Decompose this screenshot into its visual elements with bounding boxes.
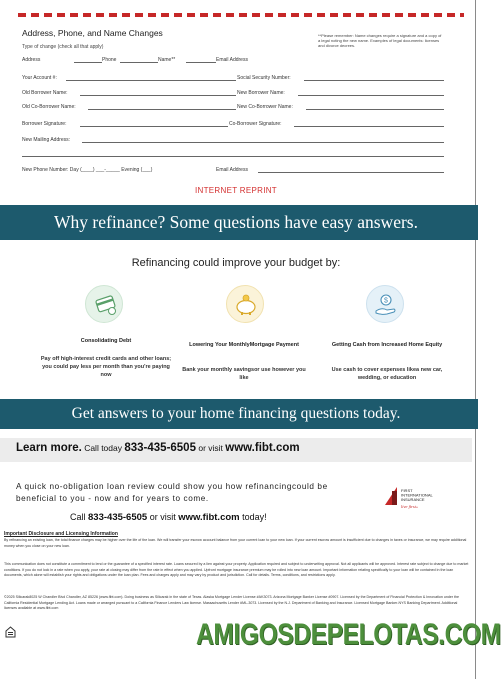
credit-card-icon (85, 285, 123, 323)
checkbox-phone-line[interactable] (120, 62, 158, 63)
new-phone-label: New Phone Number: Day (____) ___-_____ Evening (___) (22, 167, 153, 173)
disclosure-paragraph-3: ©2025 Silicarak8025 W Chandler Blvd Chandler, AZ 85226 (www.fibt.com). Doing business as Silicarak in the state of Texas. Alaska Mortgage Lender License #AK3073. Arizona Mortgage Banker License #0907. Licensed by the Department of Financial Protection & Innovation under the California Residential Mortgage Lending Act. Loans made or arranged pursuant to a California Finance Lenders Law license. Massachusetts Lender #ML-3073. Licensed by the N.J. Department of Banking and Insurance. Licensed Mortgage Banker-NYS Banking Department. Additional licenses available at www.fibt.com (4, 595, 460, 611)
learn-phone-link[interactable]: 833-435-6505 (124, 442, 196, 454)
new-borrower-input[interactable] (298, 95, 444, 96)
piggy-bank-icon (226, 285, 264, 323)
form-note: **Please remember: Name changes require a signature and a copy of a legal noting the new name. Examples of legal documents: licenses and divorce decrees. (318, 33, 442, 48)
learn-url-link[interactable]: www.fibt.com (225, 442, 300, 454)
ssn-input[interactable] (304, 80, 444, 81)
call-url-link[interactable]: www.fibt.com (178, 512, 240, 523)
top-dashed-border (18, 13, 464, 17)
why-refinance-banner: Why refinance? Some questions have easy answers. (0, 205, 472, 240)
new-co-borrower-label: New Co-Borrower Name: (237, 104, 293, 110)
first-international-logo (383, 485, 433, 513)
old-borrower-input[interactable] (80, 95, 236, 96)
cash-hand-icon (366, 285, 404, 323)
mailing-address-label: New Mailing Address: (22, 137, 71, 143)
svg-text:$: $ (384, 297, 388, 305)
new-email-label: Email Address (216, 167, 248, 173)
borrower-signature-input[interactable] (80, 126, 228, 127)
old-co-borrower-input[interactable] (88, 109, 236, 110)
amigosdepelotas-watermark: AMIGOSDEPELOTAS.COM (196, 618, 501, 651)
old-co-borrower-label: Old Co-Borrower Name: (22, 104, 76, 110)
learn-more-bold: Learn more. (16, 442, 82, 454)
learn-call-text: Call today (81, 443, 125, 453)
mailing-address-input-line2[interactable] (22, 156, 444, 157)
new-email-input[interactable] (258, 172, 444, 173)
checkbox-name-line[interactable] (186, 62, 216, 63)
lowering-payment-body: Bank your monthly savingsor use however you like (182, 367, 306, 381)
account-input[interactable] (66, 80, 236, 81)
consolidating-debt-body: Pay off high-interest credit cards and other loans; you could pay less per month than you're paying now (40, 356, 172, 378)
account-label: Your Account #: (22, 75, 57, 81)
checkbox-name-label[interactable]: Name** (158, 57, 176, 63)
checkbox-address-label[interactable]: Address (22, 57, 41, 63)
page-edge-line (475, 0, 476, 679)
form-subtitle: Type of change (check all that apply) (22, 44, 104, 50)
checkbox-email-label[interactable]: Email Address (216, 57, 248, 63)
call-phone-link[interactable]: 833-435-6505 (88, 512, 148, 523)
co-borrower-signature-input[interactable] (294, 126, 444, 127)
logo-line2: INTERNATIONAL (401, 492, 433, 498)
new-co-borrower-input[interactable] (306, 109, 444, 110)
banner-side-block (472, 205, 478, 240)
home-equity-body: Use cash to cover expenses likea new car, wedding, or education (331, 367, 443, 381)
internet-reprint: INTERNET REPRINT (195, 186, 277, 195)
logo-line1: FIRST (401, 488, 413, 493)
new-borrower-label: New Borrower Name: (237, 90, 285, 96)
learn-visit-text: or visit (195, 443, 226, 453)
call-line (70, 512, 267, 523)
ssn-label: Social Security Number: (237, 75, 291, 81)
disclosure-paragraph-1: By refinancing an existing loan, the total finance charges may be higher over the life of the loan. We will transfer your escrow account balance from your current loan to your new loan. If your current escrow amount is insufficient due to changes in taxes or insurance, we may require additional money when you close on your new loan. (4, 538, 467, 548)
banner2-side-block (472, 399, 478, 429)
logo-tagline: live first» (401, 504, 419, 509)
learn-more-text (16, 442, 300, 454)
equal-housing-lender-icon (5, 625, 16, 637)
call-text: Call (70, 512, 89, 522)
checkbox-address-line[interactable] (74, 62, 102, 63)
budget-heading: Refinancing could improve your budget by: (131, 257, 341, 269)
mailing-address-input[interactable] (82, 142, 444, 143)
get-answers-banner: Get answers to your home financing questions today. (0, 399, 472, 429)
lowering-payment-heading: Lowering Your MonthlyMortgage Payment (189, 342, 299, 348)
form-title: Address, Phone, and Name Changes (22, 28, 163, 38)
checkbox-phone-label[interactable]: Phone (102, 57, 117, 63)
call-visit-text: or visit (147, 512, 179, 522)
disclosure-paragraph-2: This communication does not constitute a commitment to lend or the guarantee of a specified interest rate. Loans secured by a lien against your property. Application required and subject to underwriting approval. Not all applicants will be approved. Interest rate subject to change due to market conditions. If you do not lock in a rate when you apply, your rate at closing may differ from the rate in effect when you applied. Upfront mortgage insurance premium may be rolled into new loan amount. Important information relating specifically to your loan will be contained in the loan documents, which alone will establish your rights and obligations under the loan plan. Fees and charges apply and may vary by product and jurisdiction. Call for details. Terms, conditions, and restrictions apply. (4, 562, 469, 578)
disclosure-title: Important Disclosure and Licensing Information (4, 531, 118, 537)
home-equity-heading: Getting Cash from Increased Home Equity (331, 342, 443, 348)
call-end-text: today! (239, 512, 267, 522)
consolidating-debt-heading: Consolidating Debt (80, 338, 132, 344)
logo-line3: INSURANCE (401, 497, 425, 502)
old-borrower-label: Old Borrower Name: (22, 90, 68, 96)
co-borrower-signature-label: Co-Borrower Signature: (229, 121, 282, 127)
loan-review-text: A quick no-obligation loan review could show you how refinancingcould be beneficial to you - now and for years to come. (16, 482, 328, 503)
borrower-signature-label: Borrower Signature: (22, 121, 67, 127)
